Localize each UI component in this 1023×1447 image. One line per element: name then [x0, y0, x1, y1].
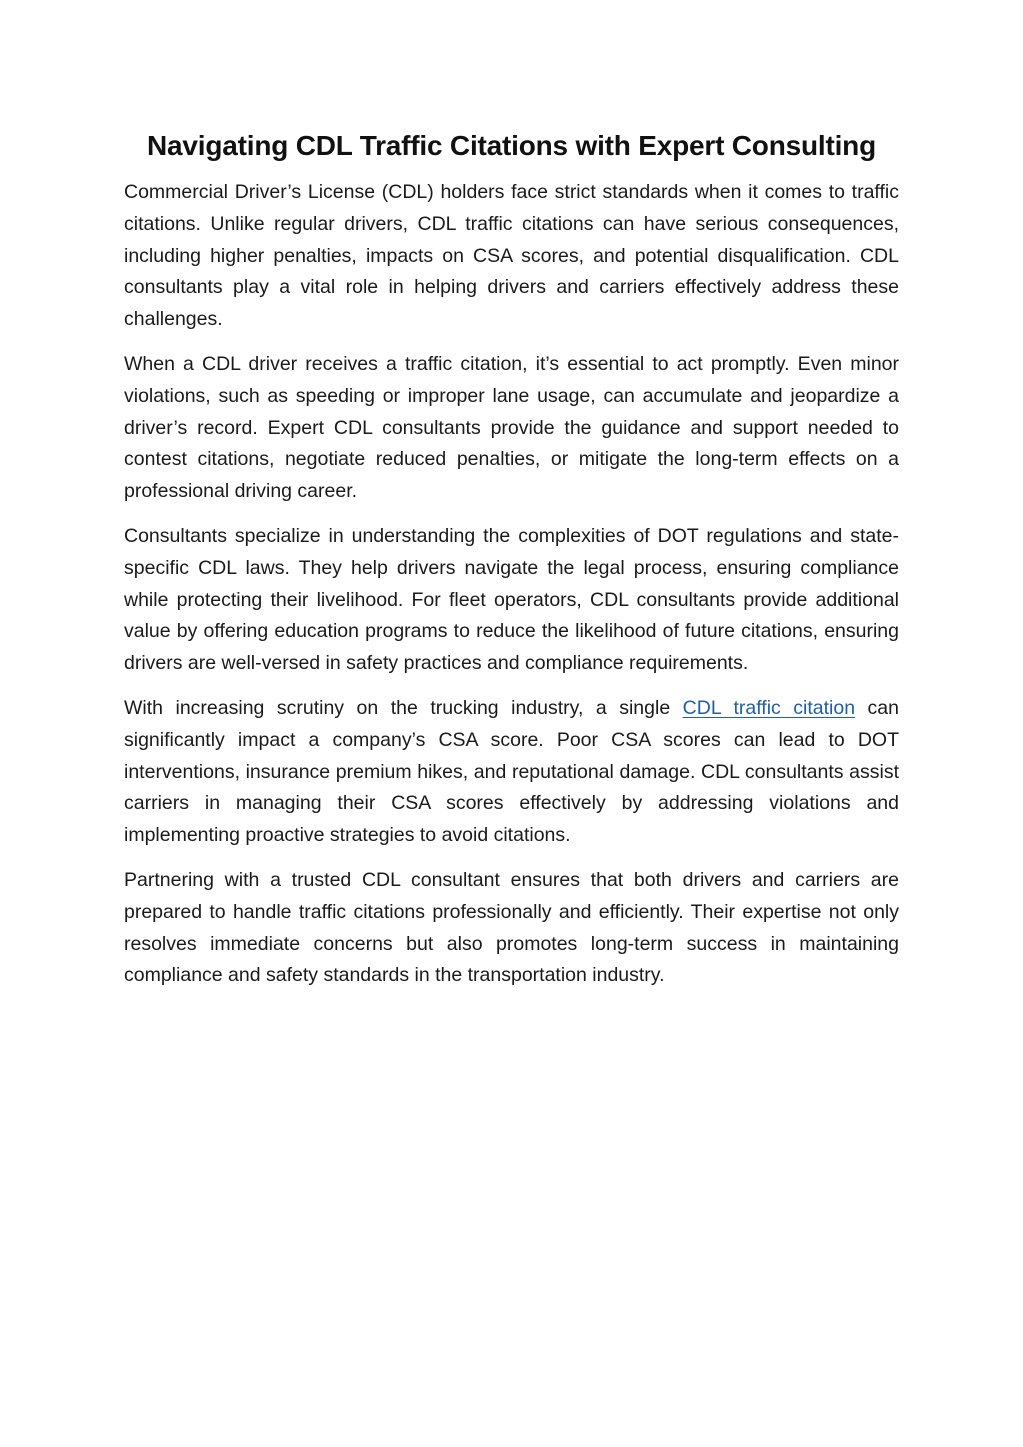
paragraph-csa-impact [124, 693, 899, 852]
paragraph-consultants-specialize: Consultants specialize in understanding the complexities of DOT regulations and state-specific CDL laws. They help drivers navigate the legal process, ensuring compliance while protecting their livelihood. For fleet operators, CDL consultants provide additional value by offering education programs to reduce the likelihood of future citations, ensuring drivers are well-versed in safety practices and compliance requirements. [124, 524, 899, 675]
document-title: Navigating CDL Traffic Citations with Expert Consulting [147, 130, 876, 161]
paragraph-partnering: Partnering with a trusted CDL consultant ensures that both drivers and carriers are prepared to handle traffic citations professionally and efficiently. Their expertise not only resolves immediate concerns but also promotes long-term success in maintaining compliance and safety standards in the transportation industry. [124, 868, 899, 987]
document-page [124, 124, 899, 1005]
paragraph-act-promptly: When a CDL driver receives a traffic citation, it’s essential to act promptly. Even minor violations, such as speeding or improper lane usage, can accumulate and jeopardize a driver’s record. Expert CDL consultants provide the guidance and support needed to contest citations, negotiate reduced penalties, or mitigate the long-term effects on a professional driving career. [124, 352, 899, 503]
paragraph-intro: Commercial Driver’s License (CDL) holders face strict standards when it comes to traffic citations. Unlike regular drivers, CDL traffic citations can have serious consequences, including higher penalties, impacts on CSA scores, and potential disqualification. CDL consultants play a vital role in helping drivers and carriers effectively address these challenges. [124, 181, 899, 331]
paragraph-text-before-link: With increasing scrutiny on the trucking industry, a single [124, 696, 683, 719]
paragraph-text-after-link: can significantly impact a company’s CSA score. Poor CSA scores can lead to DOT interventions, insurance premium hikes, and reputational damage. CDL consultants assist carriers in managing their CSA scores effectively by addressing violations and implementing proactive strategies to avoid citations. [124, 696, 899, 847]
cdl-traffic-citation-link[interactable]: CDL traffic citation [682, 696, 856, 719]
